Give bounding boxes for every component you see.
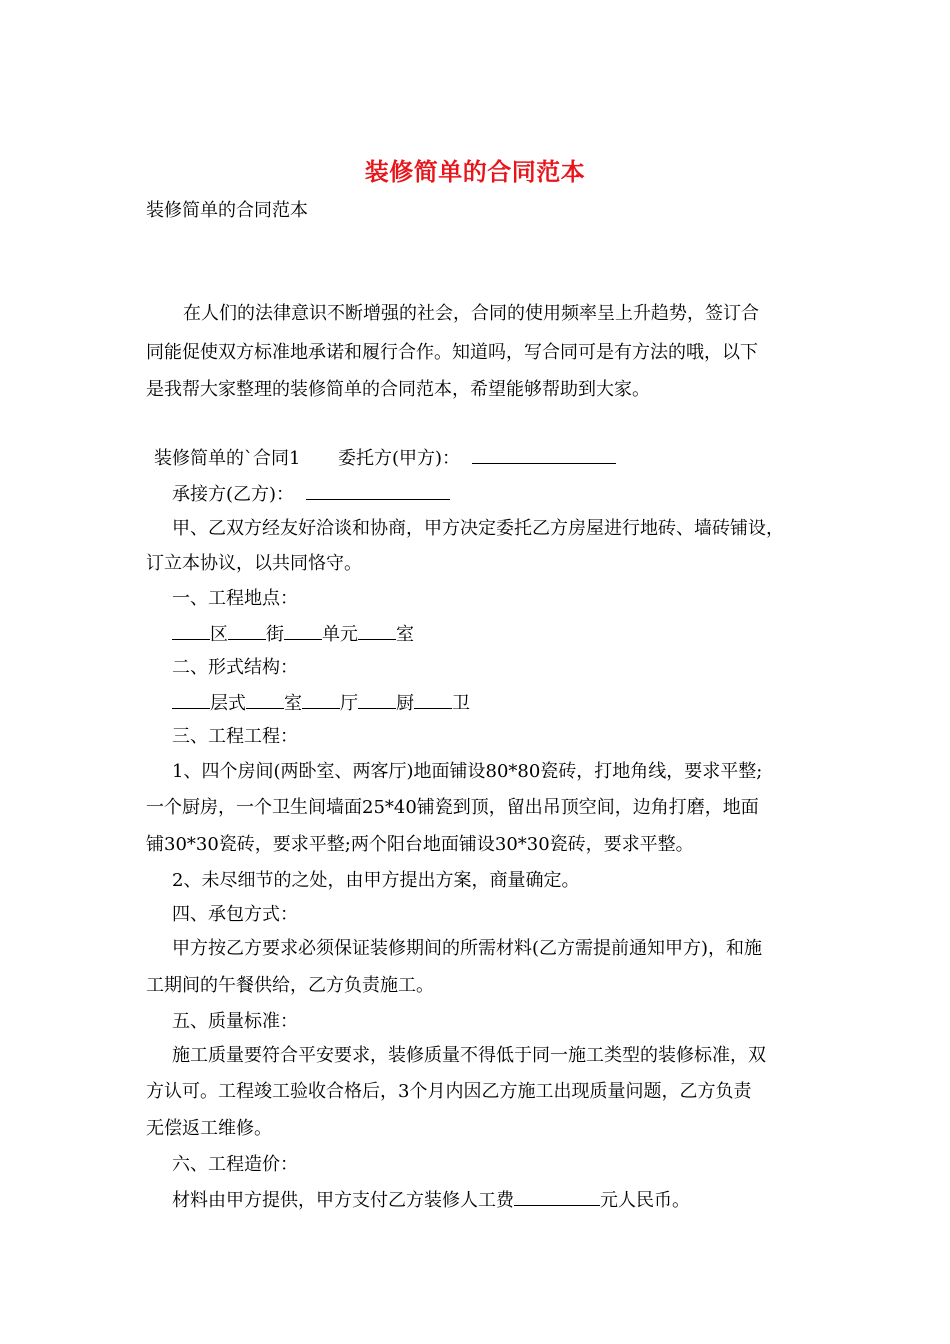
labor-fee-suffix: 元人民币。 (600, 1190, 690, 1211)
location-unit-4: 室 (396, 624, 414, 645)
contract-heading: 装修简单的`合同1 (154, 448, 301, 469)
section-4-title: 四、承包方式： (172, 904, 298, 925)
location-fields (172, 621, 414, 647)
item-1-line-1: 1、四个房间(两卧室、两客厅)地面铺设80*80瓷砖，打地角线，要求平整; (172, 761, 763, 782)
section-3-title: 三、工程工程： (172, 726, 298, 747)
structure-unit-3: 厅 (340, 693, 358, 714)
section-5-line-2: 方认可。工程竣工验收合格后，3个月内因乙方施工出现质量问题，乙方负责 (146, 1081, 752, 1102)
structure-unit-5: 卫 (452, 693, 470, 714)
location-unit-2: 街 (266, 624, 284, 645)
structure-blank-5 (414, 690, 452, 709)
client-label: 委托方(甲方)： (338, 448, 461, 469)
document-title: 装修简单的合同范本 (364, 157, 586, 186)
structure-blank-1 (172, 690, 210, 709)
structure-blank-4 (358, 690, 396, 709)
section-2-title: 二、形式结构： (172, 657, 298, 678)
item-1-line-3: 铺30*30瓷砖，要求平整;两个阳台地面铺设30*30瓷砖，要求平整。 (146, 834, 694, 855)
labor-fee-prefix: 材料由甲方提供，甲方支付乙方装修人工费 (172, 1190, 514, 1211)
structure-blank-2 (246, 690, 284, 709)
location-blank-1 (172, 621, 210, 640)
intro-line-2: 同能促使双方标准地承诺和履行合作。知道吗，写合同可是有方法的哦，以下 (146, 342, 758, 363)
section-4-line-1: 甲方按乙方要求必须保证装修期间的所需材料(乙方需提前通知甲方)，和施 (172, 938, 763, 959)
structure-unit-2: 室 (284, 693, 302, 714)
item-1-line-2: 一个厨房，一个卫生间墙面25*40铺瓷到顶，留出吊顶空间，边角打磨，地面 (146, 797, 759, 818)
structure-fields (172, 690, 470, 716)
section-5-title: 五、质量标准： (172, 1011, 298, 1032)
labor-fee-blank (514, 1187, 600, 1206)
intro-line-1: 在人们的法律意识不断增强的社会，合同的使用频率呈上升趋势，签订合 (183, 303, 759, 324)
section-1-title: 一、工程地点： (172, 588, 298, 609)
location-blank-3 (284, 621, 322, 640)
structure-unit-4: 厨 (396, 693, 414, 714)
section-5-line-1: 施工质量要符合平安要求，装修质量不得低于同一施工类型的装修标准，双 (172, 1045, 766, 1066)
location-unit-1: 区 (210, 624, 228, 645)
contractor-blank (306, 481, 450, 500)
client-blank (472, 445, 616, 464)
intro-line-3: 是我帮大家整理的装修简单的合同范本，希望能够帮助到大家。 (146, 379, 650, 400)
section-6-line (172, 1187, 690, 1213)
contractor-label: 承接方(乙方)： (172, 484, 295, 505)
agreement-line-1: 甲、乙双方经友好洽谈和协商，甲方决定委托乙方房屋进行地砖、墙砖铺设， (172, 518, 784, 539)
location-unit-3: 单元 (322, 624, 358, 645)
structure-blank-3 (302, 690, 340, 709)
item-2: 2、未尽细节的之处，由甲方提出方案，商量确定。 (172, 870, 580, 891)
section-4-line-2: 工期间的午餐供给，乙方负责施工。 (146, 975, 434, 996)
section-5-line-3: 无偿返工维修。 (146, 1118, 272, 1139)
structure-unit-1: 层式 (210, 693, 246, 714)
location-blank-2 (228, 621, 266, 640)
document-subtitle: 装修简单的合同范本 (146, 200, 308, 221)
agreement-line-2: 订立本协议，以共同恪守。 (146, 553, 362, 574)
location-blank-4 (358, 621, 396, 640)
section-6-title: 六、工程造价： (172, 1154, 298, 1175)
